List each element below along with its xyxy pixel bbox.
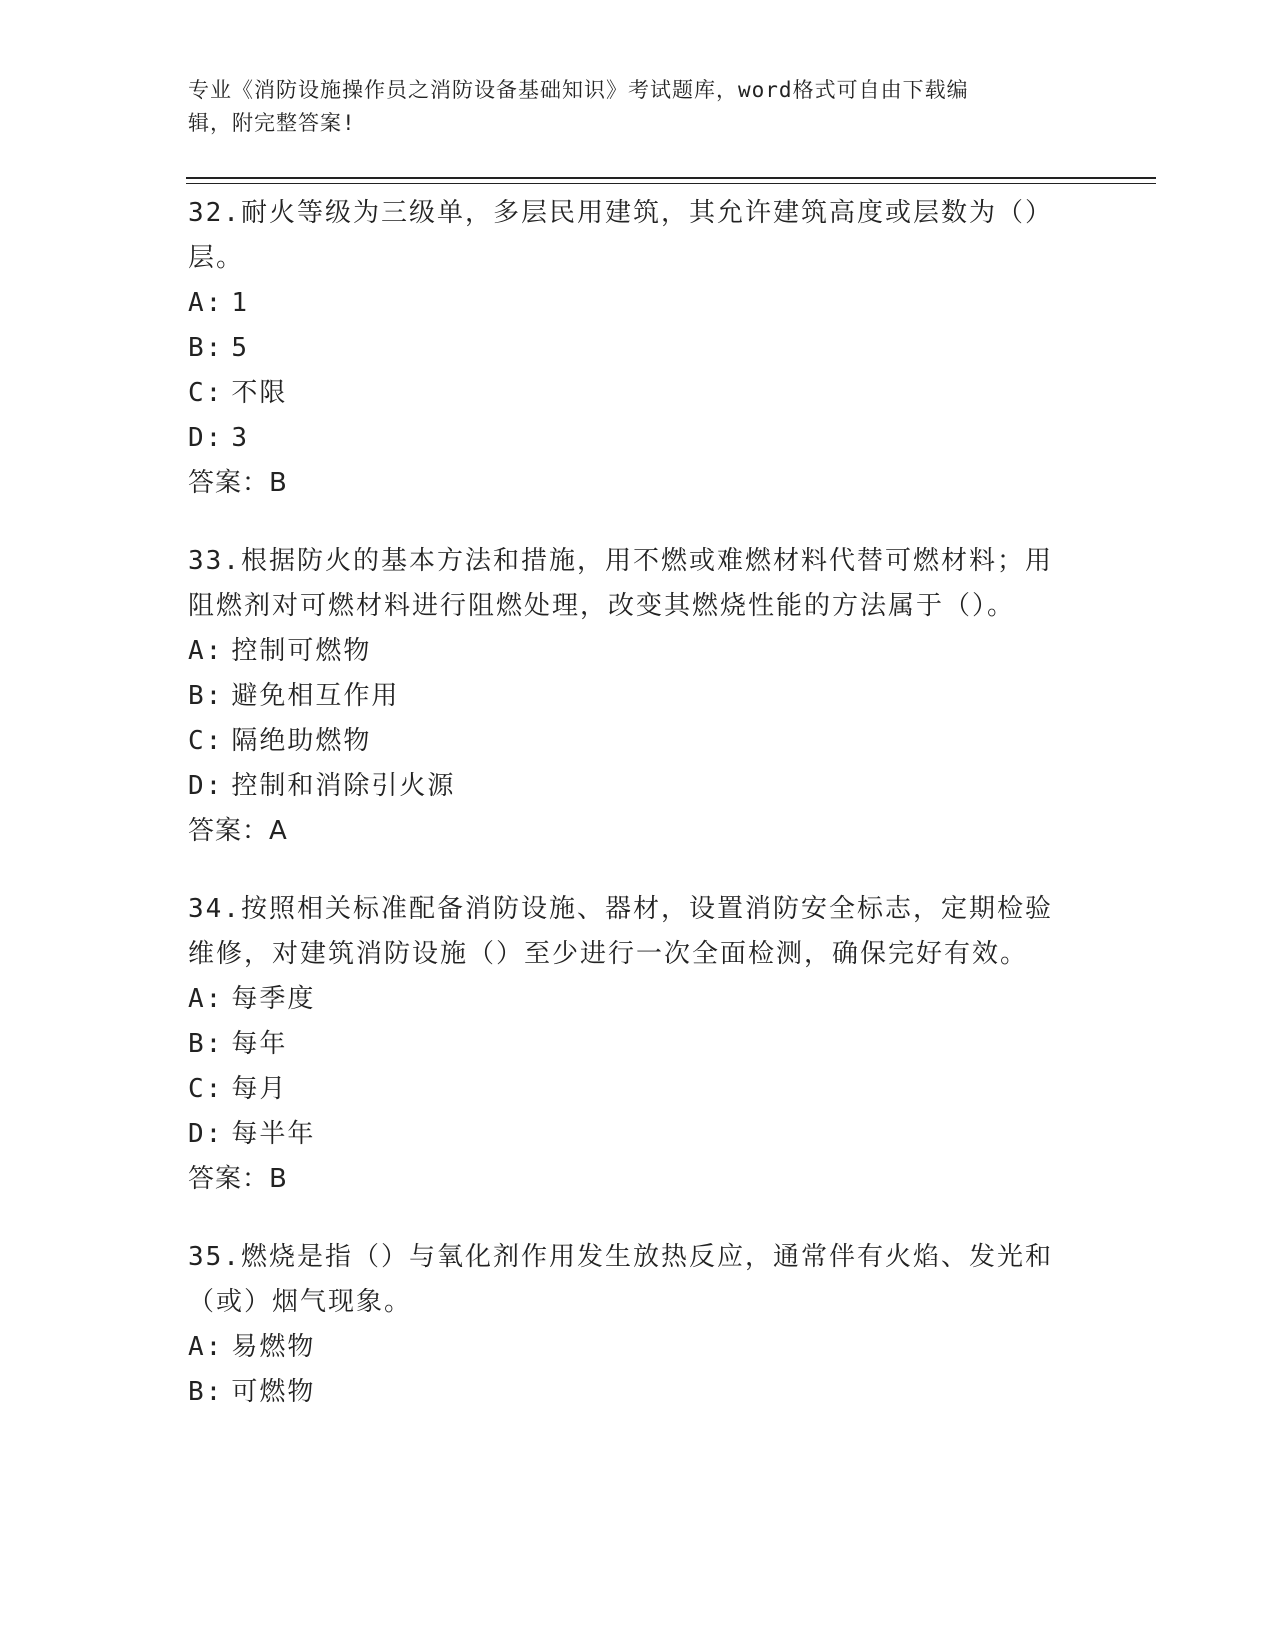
answer-line: 答案：B <box>188 468 288 498</box>
question-stem-line: 33.根据防火的基本方法和措施，用不燃或难燃材料代替可燃材料；用 <box>188 546 1053 576</box>
option-b <box>188 1022 1088 1067</box>
option-letter: C: <box>188 378 224 408</box>
option-text: 3 <box>231 423 249 453</box>
option-a <box>188 629 1088 674</box>
question-stem <box>188 887 1088 977</box>
option-text: 控制和消除引火源 <box>231 771 456 801</box>
option-text: 可燃物 <box>231 1377 316 1407</box>
option-b <box>188 1370 1088 1415</box>
question-stem <box>188 1235 1088 1325</box>
option-letter: A: <box>188 288 224 318</box>
option-c <box>188 719 1088 764</box>
option-a <box>188 977 1088 1022</box>
question-stem-line: 34.按照相关标准配备消防设施、器材，设置消防安全标志，定期检验 <box>188 894 1053 924</box>
header-line-2: 辑，附完整答案! <box>188 111 356 135</box>
option-c <box>188 1067 1088 1112</box>
option-b <box>188 326 1088 371</box>
option-text: 每月 <box>231 1074 288 1104</box>
option-d <box>188 416 1088 461</box>
option-letter: C: <box>188 726 224 756</box>
option-a <box>188 281 1088 326</box>
option-letter: A: <box>188 636 224 666</box>
header-line-1: 专业《消防设施操作员之消防设备基础知识》考试题库，word格式可自由下载编 <box>188 78 969 102</box>
option-letter: B: <box>188 681 224 711</box>
option-letter: D: <box>188 1119 224 1149</box>
option-letter: D: <box>188 771 224 801</box>
option-text: 控制可燃物 <box>231 636 372 666</box>
option-text: 1 <box>231 288 249 318</box>
option-text: 每年 <box>231 1029 288 1059</box>
option-letter: D: <box>188 423 224 453</box>
option-letter: A: <box>188 1332 224 1362</box>
question-33 <box>188 539 1088 854</box>
question-stem-line: 阻燃剂对可燃材料进行阻燃处理，改变其燃烧性能的方法属于（）。 <box>188 591 1016 621</box>
option-d <box>188 1112 1088 1157</box>
question-stem-line: 维修，对建筑消防设施（）至少进行一次全面检测，确保完好有效。 <box>188 939 1029 969</box>
document-header <box>188 74 1088 140</box>
question-35 <box>188 1235 1088 1415</box>
option-text: 5 <box>231 333 249 363</box>
header-divider-thin <box>186 183 1156 184</box>
question-stem-line: 35.燃烧是指（）与氧化剂作用发生放热反应，通常伴有火焰、发光和 <box>188 1242 1053 1272</box>
question-stem <box>188 191 1088 281</box>
option-text: 每半年 <box>231 1119 316 1149</box>
answer-line: 答案：B <box>188 1164 288 1194</box>
question-stem <box>188 539 1088 629</box>
option-text: 易燃物 <box>231 1332 316 1362</box>
option-letter: A: <box>188 984 224 1014</box>
question-stem-line: 层。 <box>188 243 245 273</box>
option-c <box>188 371 1088 416</box>
option-d <box>188 764 1088 809</box>
option-b <box>188 674 1088 719</box>
question-stem-line: 32.耐火等级为三级单，多层民用建筑，其允许建筑高度或层数为（） <box>188 198 1053 228</box>
question-32 <box>188 191 1088 506</box>
option-letter: B: <box>188 1029 224 1059</box>
option-letter: B: <box>188 333 224 363</box>
option-text: 避免相互作用 <box>231 681 400 711</box>
option-text: 不限 <box>231 378 288 408</box>
option-text: 隔绝助燃物 <box>231 726 372 756</box>
option-letter: B: <box>188 1377 224 1407</box>
option-text: 每季度 <box>231 984 316 1014</box>
option-a <box>188 1325 1088 1370</box>
question-list <box>188 190 1088 1448</box>
answer-line: 答案：A <box>188 816 288 846</box>
question-stem-line: （或）烟气现象。 <box>188 1287 413 1317</box>
option-letter: C: <box>188 1074 224 1104</box>
header-divider-thick <box>186 177 1156 179</box>
question-34 <box>188 887 1088 1202</box>
